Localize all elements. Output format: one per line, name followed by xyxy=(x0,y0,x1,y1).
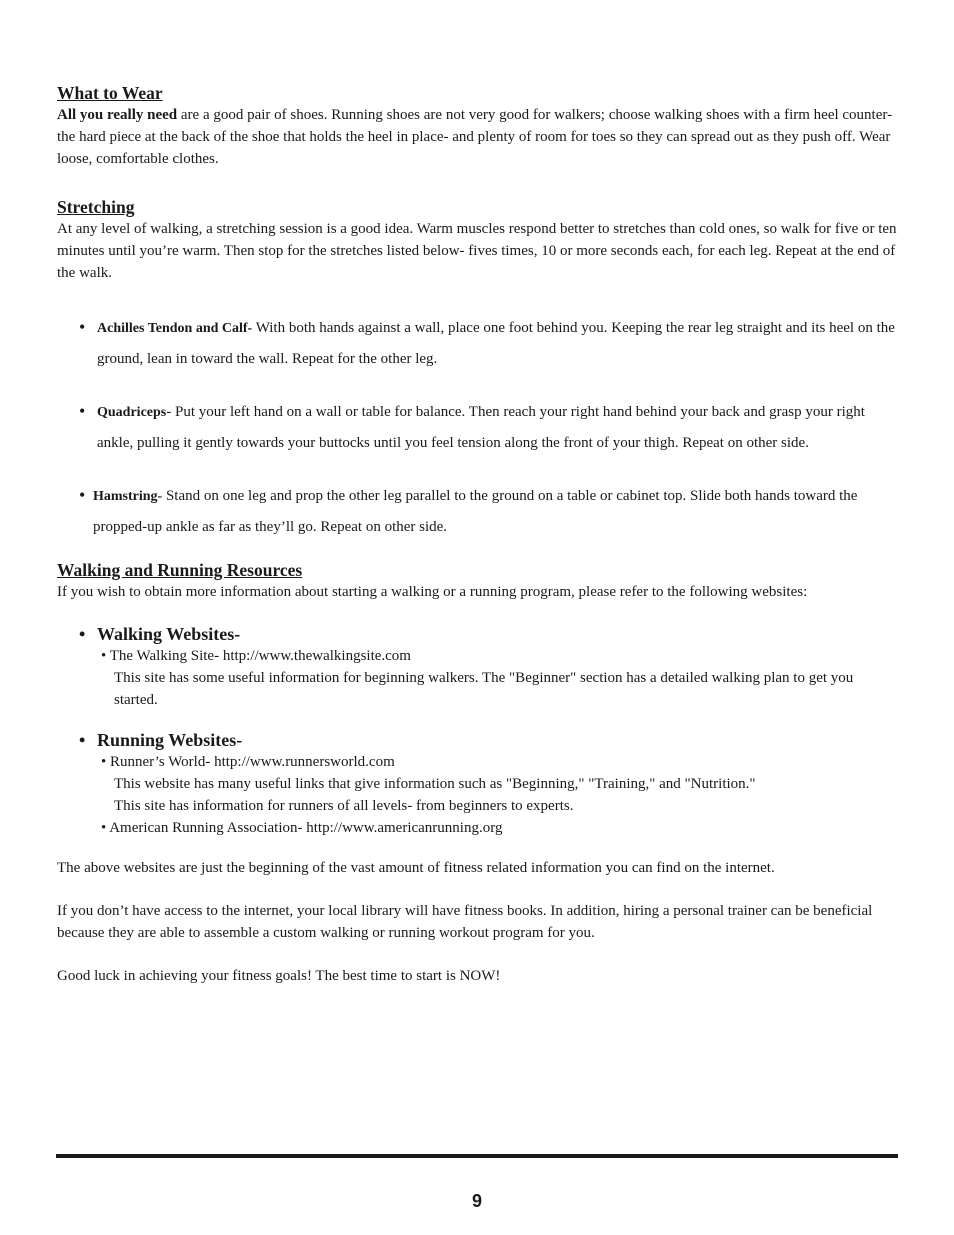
stretching-paragraph: At any level of walking, a stretching session is a good idea. Warm muscles respond better to stretches than cold ones, so walk for five or ten minutes until you’re warm. Then stop for the stretches listed below- fives times, 10 or more seconds each, for each leg. Repeat at the end of the walk. xyxy=(57,221,897,281)
closing-paragraph-2: If you don’t have access to the internet, your local library will have fitness books. In addition, hiring a personal trainer can be beneficial because they are able to assemble a custom walking or running workout program for you. xyxy=(57,903,873,941)
bullet-icon: • xyxy=(79,317,86,337)
closing-paragraph-1: The above websites are just the beginning of the vast amount of fitness related information you can find on the internet. xyxy=(57,860,775,876)
stretch-label: Hamstring- xyxy=(93,489,163,504)
stretch-list xyxy=(57,313,897,543)
stretch-item-quadriceps xyxy=(57,397,897,459)
heading-stretching: Stretching xyxy=(57,197,135,217)
closing-section xyxy=(57,857,897,987)
runners-world-desc-1: This website has many useful links that give information such as "Beginning," "Training," and "Nutrition." xyxy=(114,776,756,792)
stretch-item-achilles xyxy=(57,313,897,375)
stretch-item-hamstring xyxy=(57,481,897,543)
wear-lead: All you really need xyxy=(57,107,178,123)
page-number: 9 xyxy=(471,1191,482,1211)
heading-what-to-wear: What to Wear xyxy=(57,83,163,103)
runners-world-desc-2: This site has information for runners of all levels- from beginners to experts. xyxy=(114,798,574,814)
section-what-to-wear xyxy=(57,82,897,170)
runners-world-link[interactable]: Runner’s World- http://www.runnersworld.com xyxy=(110,754,395,770)
wear-paragraph xyxy=(57,104,897,170)
heading-resources: Walking and Running Resources xyxy=(57,560,303,580)
bullet-icon: • xyxy=(79,624,86,644)
stretch-text: Stand on one leg and prop the other leg parallel to the ground on a table or cabinet top. Slide both hands toward the propped-up ankle as far as they’ll go. Repeat on other side. xyxy=(93,488,858,535)
walking-websites xyxy=(57,623,897,711)
running-websites-title: • Running Websites- xyxy=(79,730,243,750)
bullet-icon: • xyxy=(79,730,86,750)
small-bullet-icon: • xyxy=(101,648,110,664)
resources-paragraph: If you wish to obtain more information about starting a walking or a running program, please refer to the following websites: xyxy=(57,584,808,600)
closing-paragraph-3: Good luck in achieving your fitness goals! The best time to start is NOW! xyxy=(57,968,501,984)
walking-websites-title: • Walking Websites- xyxy=(79,624,241,644)
bullet-icon: • xyxy=(79,485,86,505)
american-running-link[interactable]: American Running Association- http://www.americanrunning.org xyxy=(109,820,503,836)
footer-rule xyxy=(56,1154,898,1158)
walking-site-desc: This site has some useful information for beginning walkers. The "Beginner" section has a detailed walking plan to get you started. xyxy=(114,670,854,708)
small-bullet-icon: • xyxy=(101,754,111,770)
walking-site-entry xyxy=(57,645,897,711)
small-bullet-icon: • xyxy=(101,820,110,836)
wear-text: are a good pair of shoes. Running shoes are not very good for walkers; choose walking shoes with a firm heel counter- the hard piece at the back of the shoe that holds the heel in place- and plenty of room for toes so they can spread out as they push off. Wear loose, comfortable clothes. xyxy=(57,107,893,167)
running-websites xyxy=(57,729,897,839)
section-resources xyxy=(57,559,897,839)
walking-site-link[interactable]: The Walking Site- http://www.thewalkingsite.com xyxy=(109,648,411,664)
stretch-text: - Put your left hand on a wall or table for balance. Then reach your right hand behind your back and grasp your right ankle, pulling it gently towards your buttocks until you feel tension along the front of your thigh. Repeat on other side. xyxy=(97,404,865,451)
stretch-text: With both hands against a wall, place one foot behind you. Keeping the rear leg straight and its heel on the ground, lean in toward the wall. Repeat for the other leg. xyxy=(97,320,895,367)
stretch-label: Achilles Tendon and Calf- xyxy=(97,321,253,336)
running-site-entries xyxy=(57,751,897,839)
stretch-label: Quadriceps xyxy=(97,405,167,420)
bullet-icon: • xyxy=(79,401,86,421)
page-content xyxy=(57,82,897,1008)
section-stretching xyxy=(57,196,897,543)
